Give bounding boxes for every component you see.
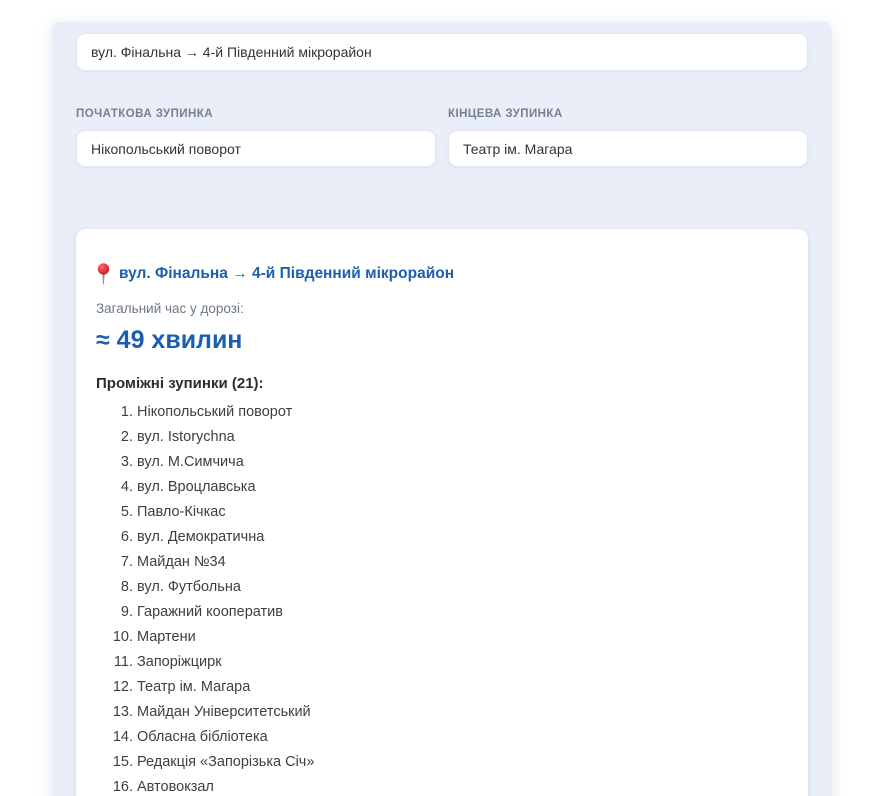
stops-list xyxy=(96,400,788,796)
stop-item: 2. вул. Istorychna xyxy=(137,425,788,450)
stops-form-row xyxy=(76,108,808,167)
route-result-card xyxy=(76,229,808,796)
start-stop-input[interactable] xyxy=(76,130,436,167)
route-title-row xyxy=(96,263,788,285)
start-stop-label: ПОЧАТКОВА ЗУПИНКА xyxy=(76,108,213,120)
stop-item: 7. Майдан №34 xyxy=(137,550,788,575)
stop-item: 13. Майдан Університетський xyxy=(137,700,788,725)
end-stop-input[interactable] xyxy=(448,130,808,167)
stop-item: 10. Мартени xyxy=(137,625,788,650)
total-time-value: ≈ 49 хвилин xyxy=(96,326,243,354)
total-time-label: Загальний час у дорозі: xyxy=(96,301,244,316)
stop-item: 4. вул. Вроцлавська xyxy=(137,475,788,500)
round-pushpin-icon xyxy=(97,263,110,285)
start-stop-field xyxy=(76,108,436,167)
end-stop-field xyxy=(448,108,808,167)
stop-item: 14. Обласна бібліотека xyxy=(137,725,788,750)
stop-item: 3. вул. М.Симчича xyxy=(137,450,788,475)
end-stop-label: КІНЦЕВА ЗУПИНКА xyxy=(448,108,563,120)
route-title: вул. Фінальна → 4-й Південний мікрорайон xyxy=(119,265,455,282)
intermediate-stops-heading: Проміжні зупинки (21): xyxy=(96,375,264,392)
stop-item: 6. вул. Демократична xyxy=(137,525,788,550)
route-select-input[interactable] xyxy=(76,33,808,71)
stop-item: 15. Редакція «Запорізька Січ» xyxy=(137,750,788,775)
route-planner-panel xyxy=(52,22,832,796)
stop-item: 8. вул. Футбольна xyxy=(137,575,788,600)
stop-item: 12. Театр ім. Магара xyxy=(137,675,788,700)
stop-item: 5. Павло-Кічкас xyxy=(137,500,788,525)
stop-item: 16. Автовокзал xyxy=(137,775,788,796)
stop-item: 9. Гаражний кооператив xyxy=(137,600,788,625)
stop-item: 11. Запоріжцирк xyxy=(137,650,788,675)
stop-item: 1. Нікопольський поворот xyxy=(137,400,788,425)
